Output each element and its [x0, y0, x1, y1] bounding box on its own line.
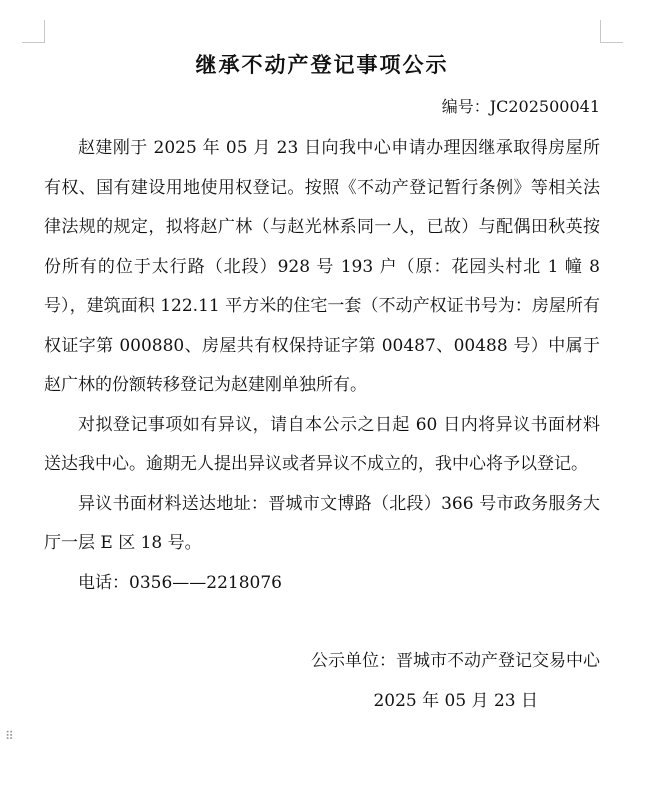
drag-handle-icon[interactable]: ⠿: [5, 729, 13, 743]
issuer-signature: 公示单位：晋城市不动产登记交易中心: [311, 651, 600, 671]
issue-date: 2025 年 05 月 23 日: [373, 690, 538, 711]
document-title: 继承不动产登记事项公示: [195, 52, 449, 77]
document-number: 编号：JC202500041: [441, 97, 600, 116]
body-paragraph-1: 赵建刚于 2025 年 05 月 23 日向我中心申请办理因继承取得房屋所有权、国有建设用地使用权登记。按照《不动产登记暂行条例》等相关法律法规的规定，拟将赵广林（与赵光林系同一人，已故）与配偶田秋英按份所有的位于太行路（北段）928 号 193 户（原：花园头村北 1 幢 8 号），建筑面积 122.11 平方米的住宅一套（不动产权证书号为：房屋所有权证字第 000880、房屋共有权保持证字第 00487、00488 号）中属于赵广林的份额转移登记为赵建刚单独所有。: [44, 138, 600, 395]
body-paragraph-2: 对拟登记事项如有异议，请自本公示之日起 60 日内将异议书面材料送达我中心。逾期无人提出异议或者异议不成立的，我中心将予以登记。: [44, 414, 600, 474]
phone-line: 电话：0356——2218076: [78, 572, 282, 593]
document-page: [44, 48, 600, 721]
body-paragraph-3: 异议书面材料送达地址：晋城市文博路（北段）366 号市政务服务大厅一层 E 区 18 号。: [44, 493, 600, 553]
page-corner-mark-top-left: [22, 20, 45, 43]
page-corner-mark-top-right: [600, 20, 623, 43]
